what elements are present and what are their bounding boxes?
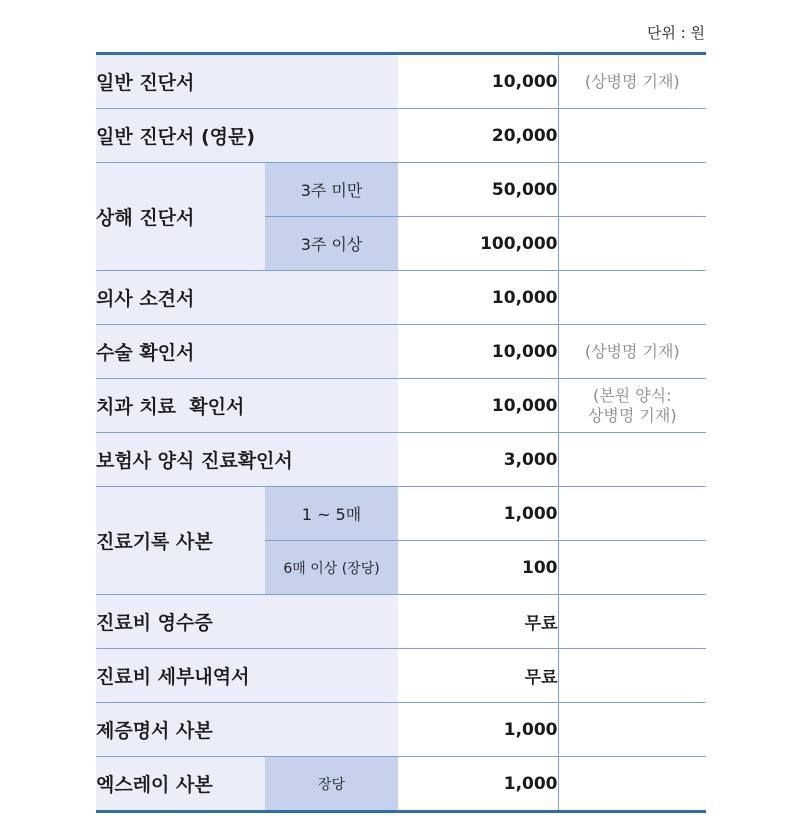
table-row <box>96 325 706 379</box>
fee-value: 10,000 <box>398 271 558 325</box>
note <box>558 595 706 649</box>
table-row <box>96 649 706 703</box>
note: (상병명 기재) <box>558 54 706 109</box>
note <box>558 487 706 541</box>
fee-value: 50,000 <box>398 163 558 217</box>
note-line: (본원 양식: <box>592 385 672 405</box>
note <box>558 703 706 757</box>
sub-condition: 6매 이상 (장당) <box>265 541 398 595</box>
note-line: 상병명 기재) <box>587 405 677 425</box>
document-name: 상해 진단서 <box>96 163 265 271</box>
document-name: 보험사 양식 진료확인서 <box>96 433 398 487</box>
note <box>558 379 706 433</box>
note <box>558 109 706 163</box>
table-row <box>96 54 706 109</box>
fee-value: 무료 <box>398 649 558 703</box>
table-row <box>96 379 706 433</box>
fee-value: 10,000 <box>398 54 558 109</box>
table-row <box>96 163 706 217</box>
document-name: 진료비 세부내역서 <box>96 649 398 703</box>
note <box>558 217 706 271</box>
note <box>558 757 706 812</box>
fee-value: 무료 <box>398 595 558 649</box>
fee-value: 1,000 <box>398 487 558 541</box>
note <box>558 541 706 595</box>
document-name: 일반 진단서 <box>96 54 398 109</box>
sub-condition: 장당 <box>265 757 398 812</box>
fee-value: 10,000 <box>398 325 558 379</box>
fee-value: 1,000 <box>398 703 558 757</box>
fee-table <box>96 52 706 813</box>
note <box>558 649 706 703</box>
note: (상병명 기재) <box>558 325 706 379</box>
document-name: 진료비 영수증 <box>96 595 398 649</box>
fee-value: 10,000 <box>398 379 558 433</box>
table-row <box>96 595 706 649</box>
table-row <box>96 109 706 163</box>
table-row <box>96 487 706 541</box>
table-row <box>96 433 706 487</box>
document-name: 수술 확인서 <box>96 325 398 379</box>
table-row <box>96 271 706 325</box>
fee-value: 20,000 <box>398 109 558 163</box>
note <box>558 271 706 325</box>
fee-value: 100 <box>398 541 558 595</box>
document-name: 엑스레이 사본 <box>96 757 265 812</box>
document-name: 제증명서 사본 <box>96 703 398 757</box>
note <box>558 433 706 487</box>
sub-condition: 3주 미만 <box>265 163 398 217</box>
unit-label: 단위 : 원 <box>646 24 705 42</box>
note <box>558 163 706 217</box>
document-name: 진료기록 사본 <box>96 487 265 595</box>
document-name: 의사 소견서 <box>96 271 398 325</box>
table-row <box>96 757 706 812</box>
table-row <box>96 703 706 757</box>
sub-condition: 3주 이상 <box>265 217 398 271</box>
sub-condition: 1 ~ 5매 <box>265 487 398 541</box>
document-name: 치과 치료 확인서 <box>96 379 398 433</box>
fee-value: 3,000 <box>398 433 558 487</box>
fee-value: 1,000 <box>398 757 558 812</box>
document-name: 일반 진단서 (영문) <box>96 109 398 163</box>
fee-value: 100,000 <box>398 217 558 271</box>
